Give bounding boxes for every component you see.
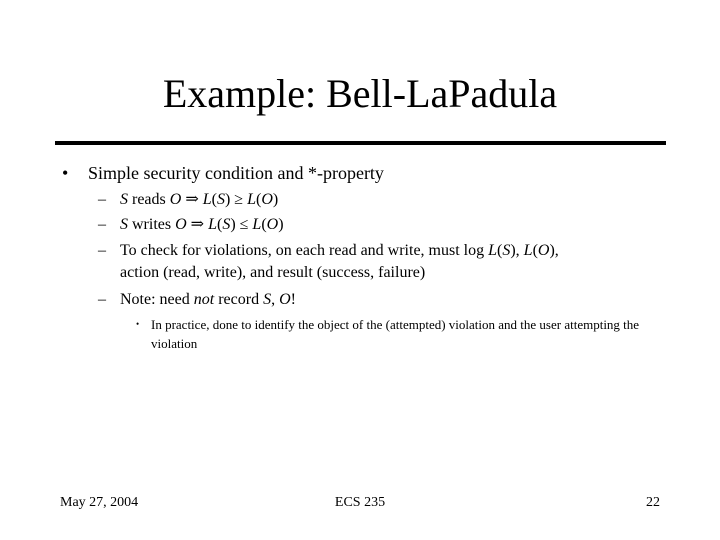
- dash-icon: –: [98, 191, 106, 208]
- sub-item-text: S reads O ⇒ L(S) ≥ L(O): [120, 191, 279, 208]
- dash-icon: –: [98, 291, 106, 308]
- dash-icon: –: [98, 216, 106, 233]
- sub-item-text: S writes O ⇒ L(S) ≤ L(O): [120, 216, 284, 233]
- footer-date: May 27, 2004: [60, 495, 139, 510]
- sub-item-text: action (read, write), and result (success, failure): [120, 264, 426, 281]
- sub-sub-item-text: In practice, done to identify the object of the (attempted) violation and the user attempting the violation: [151, 317, 640, 351]
- footer-page-number: 22: [646, 495, 660, 510]
- main-bullet-text: Simple security condition and *-property: [88, 163, 384, 183]
- bullet-dot-icon: •: [62, 163, 69, 183]
- dash-icon: –: [98, 242, 106, 259]
- title-divider: [55, 141, 666, 145]
- sub-item-text: Note: need not record S, O!: [120, 291, 296, 308]
- small-bullet-icon: •: [136, 319, 140, 329]
- footer-course: ECS 235: [334, 495, 386, 510]
- slide-title: Example: Bell-LaPadula: [162, 71, 558, 116]
- sub-item-text: To check for violations, on each read and write, must log L(S), L(O),: [120, 242, 559, 259]
